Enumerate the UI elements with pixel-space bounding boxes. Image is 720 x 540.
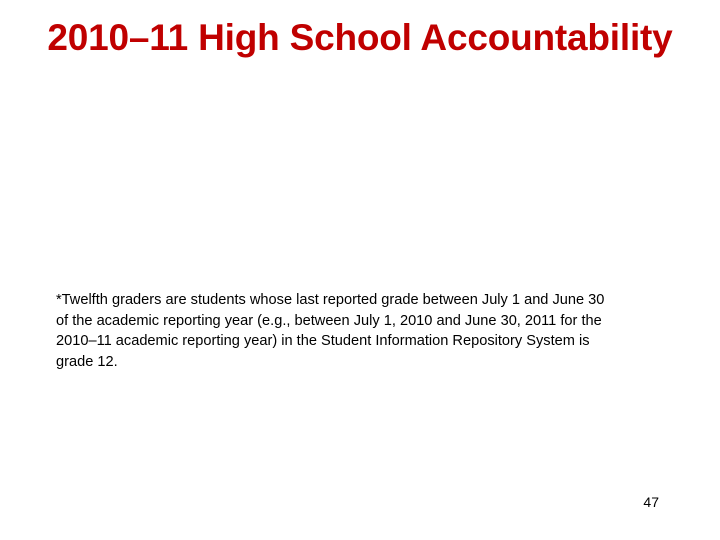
footnote-text: *Twelfth graders are students whose last reported grade between July 1 and June 30 of the academic reporting year (e.g., between July 1, 2010 and June 30, 2011 for the 2010–11 academic reporting year) in the Student Information Repository System is grade 12.	[56, 292, 605, 370]
page-number: 47	[643, 494, 659, 510]
slide-title: 2010–11 High School Accountability	[47, 17, 673, 58]
